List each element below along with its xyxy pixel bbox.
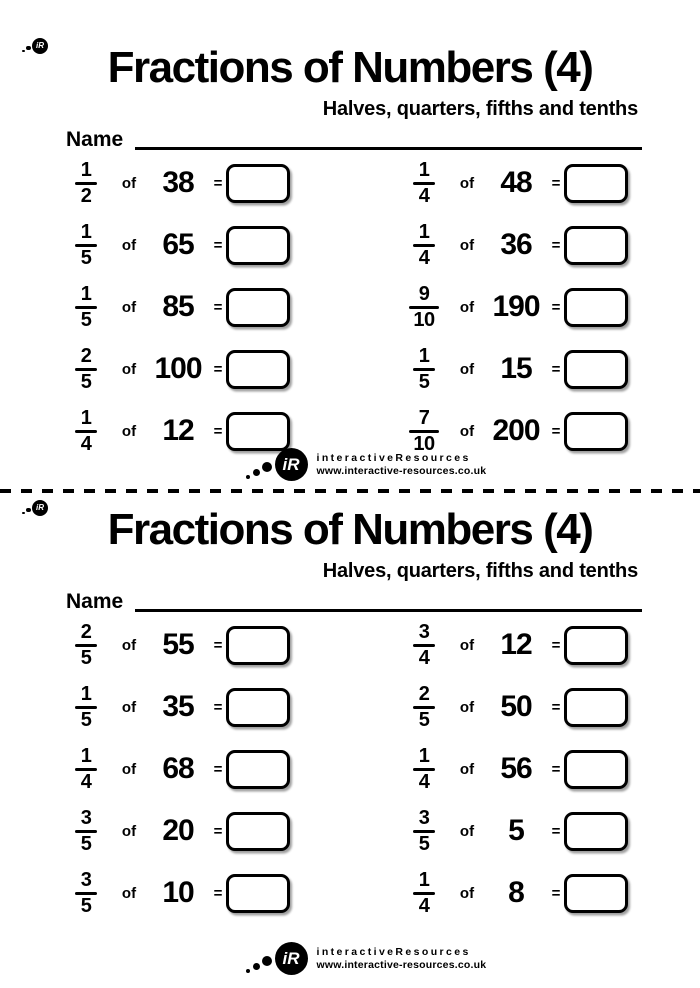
answer-box[interactable] [226, 750, 290, 789]
fraction [413, 870, 435, 917]
problems-grid [60, 152, 688, 462]
fraction-denominator: 5 [80, 246, 92, 269]
of-label: of [459, 360, 475, 378]
whole-number: 68 [162, 752, 194, 785]
fraction-slot [60, 870, 112, 917]
fraction-denominator: 2 [80, 184, 92, 207]
equals-sign: = [551, 698, 561, 716]
fraction-slot [60, 222, 112, 269]
fraction-denominator: 5 [80, 708, 92, 731]
whole-number: 38 [162, 166, 194, 199]
equals-sign: = [551, 236, 561, 254]
of-label: of [121, 422, 137, 440]
fraction-slot [398, 160, 450, 207]
whole-number: 65 [162, 228, 194, 261]
equals-sign: = [213, 822, 223, 840]
of-label: of [459, 698, 475, 716]
fraction-numerator: 1 [80, 406, 92, 429]
fraction-numerator: 7 [418, 406, 430, 429]
problem-row [60, 862, 350, 924]
fraction-slot [60, 346, 112, 393]
answer-box[interactable] [564, 874, 628, 913]
fraction [75, 684, 97, 731]
problem-row [398, 862, 688, 924]
brand-url: www.interactive-resources.co.uk [316, 958, 487, 971]
worksheet-section-bottom [0, 494, 700, 988]
fraction-denominator: 4 [80, 770, 92, 793]
of-label: of [121, 884, 137, 902]
equals-sign: = [551, 636, 561, 654]
fraction-numerator: 3 [418, 806, 430, 829]
fraction [75, 746, 97, 793]
brand-logo-text: iR [282, 455, 300, 474]
answer-box[interactable] [226, 164, 290, 203]
fraction-denominator: 10 [413, 432, 435, 455]
fraction-denominator: 5 [418, 708, 430, 731]
problem-row [398, 214, 688, 276]
fraction-slot [60, 284, 112, 331]
page-title: Fractions of Numbers (4) [107, 505, 593, 554]
fraction [75, 622, 97, 669]
whole-number: 100 [154, 352, 202, 385]
of-label: of [459, 760, 475, 778]
fraction-slot [398, 870, 450, 917]
problem-row [60, 676, 350, 738]
name-row [66, 586, 642, 612]
whole-number: 12 [162, 414, 194, 447]
page-subtitle: Halves, quarters, fifths and tenths [322, 560, 638, 582]
brand-logo-icon [246, 942, 308, 975]
brand-name: interactiveResources [316, 945, 471, 958]
brand-logo-dot [262, 462, 272, 472]
fraction-denominator: 4 [418, 894, 430, 917]
of-label: of [459, 236, 475, 254]
fraction-denominator: 10 [413, 308, 435, 331]
answer-box[interactable] [564, 688, 628, 727]
of-label: of [459, 174, 475, 192]
fraction-numerator: 2 [80, 620, 92, 643]
answer-box[interactable] [564, 750, 628, 789]
equals-sign: = [551, 360, 561, 378]
fraction-numerator: 1 [80, 282, 92, 305]
whole-number: 35 [162, 690, 194, 723]
of-label: of [121, 360, 137, 378]
brand-url: www.interactive-resources.co.uk [316, 464, 487, 477]
name-input-line[interactable] [135, 125, 642, 150]
brand-logo-circle [275, 448, 308, 481]
brand-footer [246, 448, 486, 481]
answer-box[interactable] [226, 412, 290, 451]
of-label: of [459, 822, 475, 840]
section-divider-dashed-line [0, 489, 700, 493]
of-label: of [459, 422, 475, 440]
whole-number: 85 [162, 290, 194, 323]
problem-row [60, 738, 350, 800]
brand-logo-dot [262, 956, 272, 966]
of-label: of [459, 636, 475, 654]
brand-bug-logo-text: iR [32, 500, 48, 516]
equals-sign: = [213, 236, 223, 254]
equals-sign: = [213, 298, 223, 316]
problem-row [60, 800, 350, 862]
fraction [75, 284, 97, 331]
fraction-slot [60, 408, 112, 455]
of-label: of [121, 698, 137, 716]
brand-logo-dot [246, 969, 250, 973]
fraction [75, 808, 97, 855]
answer-box[interactable] [564, 626, 628, 665]
equals-sign: = [551, 884, 561, 902]
fraction-slot [398, 808, 450, 855]
of-label: of [121, 636, 137, 654]
brand-logo-dot [246, 475, 250, 479]
fraction-numerator: 3 [418, 620, 430, 643]
brand-logo-dot [253, 469, 260, 476]
brand-text [317, 452, 487, 477]
fraction [75, 222, 97, 269]
equals-sign: = [213, 360, 223, 378]
fraction [413, 346, 435, 393]
fraction-denominator: 5 [80, 832, 92, 855]
brand-bug-logo-text: iR [32, 38, 48, 54]
answer-box[interactable] [564, 412, 628, 451]
problem-row [398, 338, 688, 400]
answer-box[interactable] [564, 288, 628, 327]
equals-sign: = [213, 174, 223, 192]
fraction-numerator: 1 [418, 868, 430, 891]
fraction-numerator: 2 [418, 682, 430, 705]
fraction-numerator: 1 [418, 744, 430, 767]
whole-number: 55 [162, 628, 194, 661]
brand-logo-icon [246, 448, 308, 481]
problems-grid [60, 614, 688, 924]
fraction-numerator: 1 [418, 158, 430, 181]
whole-number: 5 [508, 814, 524, 847]
equals-sign: = [551, 174, 561, 192]
problem-row [60, 614, 350, 676]
whole-number: 15 [500, 352, 532, 385]
brand-logo-dot [253, 963, 260, 970]
fraction [413, 746, 435, 793]
answer-box[interactable] [564, 350, 628, 389]
fraction [75, 870, 97, 917]
brand-logo-text: iR [282, 949, 300, 968]
whole-number: 20 [162, 814, 194, 847]
problem-row [398, 614, 688, 676]
answer-box[interactable] [226, 688, 290, 727]
problem-row [398, 276, 688, 338]
page-subtitle: Halves, quarters, fifths and tenths [322, 98, 638, 120]
problem-row [60, 276, 350, 338]
fraction-numerator: 3 [80, 806, 92, 829]
answer-box[interactable] [226, 874, 290, 913]
problem-row [398, 152, 688, 214]
answer-box[interactable] [564, 226, 628, 265]
fraction-slot [398, 346, 450, 393]
whole-number: 36 [500, 228, 532, 261]
name-label: Name [66, 590, 124, 613]
whole-number: 50 [500, 690, 532, 723]
equals-sign: = [551, 822, 561, 840]
name-row [66, 124, 642, 150]
whole-number: 10 [162, 876, 194, 909]
answer-box[interactable] [226, 626, 290, 665]
fraction-slot [60, 160, 112, 207]
fraction [75, 160, 97, 207]
fraction [413, 622, 435, 669]
fraction [413, 808, 435, 855]
fraction-denominator: 5 [80, 894, 92, 917]
fraction-slot [398, 284, 450, 331]
of-label: of [121, 298, 137, 316]
equals-sign: = [551, 422, 561, 440]
name-input-line[interactable] [135, 587, 642, 612]
of-label: of [459, 884, 475, 902]
answer-box[interactable] [226, 812, 290, 851]
fraction-slot [398, 746, 450, 793]
whole-number: 12 [500, 628, 532, 661]
brand-logo-circle [275, 942, 308, 975]
fraction-denominator: 4 [80, 432, 92, 455]
fraction-numerator: 1 [80, 220, 92, 243]
fraction-numerator: 1 [80, 682, 92, 705]
fraction-denominator: 5 [80, 370, 92, 393]
of-label: of [459, 298, 475, 316]
whole-number: 190 [492, 290, 540, 323]
fraction [75, 408, 97, 455]
equals-sign: = [213, 422, 223, 440]
fraction-slot [398, 684, 450, 731]
fraction [409, 284, 438, 331]
fraction-slot [398, 622, 450, 669]
fraction-numerator: 1 [418, 344, 430, 367]
problem-row [60, 214, 350, 276]
answer-box[interactable] [226, 350, 290, 389]
fraction [75, 346, 97, 393]
equals-sign: = [213, 698, 223, 716]
of-label: of [121, 822, 137, 840]
fraction [413, 684, 435, 731]
fraction-denominator: 4 [418, 184, 430, 207]
answer-box[interactable] [226, 288, 290, 327]
of-label: of [121, 236, 137, 254]
problem-row [398, 800, 688, 862]
fraction-slot [60, 808, 112, 855]
answer-box[interactable] [226, 226, 290, 265]
fraction-denominator: 5 [418, 370, 430, 393]
brand-footer [246, 942, 486, 975]
fraction-numerator: 1 [418, 220, 430, 243]
fraction-slot [60, 622, 112, 669]
fraction-slot [60, 746, 112, 793]
fraction-numerator: 9 [418, 282, 430, 305]
fraction-denominator: 4 [418, 246, 430, 269]
whole-number: 8 [508, 876, 524, 909]
equals-sign: = [213, 636, 223, 654]
brand-name: interactiveResources [316, 451, 471, 464]
equals-sign: = [551, 298, 561, 316]
problem-row [60, 152, 350, 214]
of-label: of [121, 760, 137, 778]
fraction [413, 222, 435, 269]
fraction-denominator: 4 [418, 646, 430, 669]
whole-number: 56 [500, 752, 532, 785]
fraction-slot [60, 684, 112, 731]
whole-number: 48 [500, 166, 532, 199]
fraction-numerator: 1 [80, 744, 92, 767]
name-label: Name [66, 128, 124, 151]
fraction-denominator: 4 [418, 770, 430, 793]
equals-sign: = [213, 884, 223, 902]
fraction-slot [398, 222, 450, 269]
problem-row [60, 338, 350, 400]
answer-box[interactable] [564, 812, 628, 851]
brand-text [317, 946, 487, 971]
answer-box[interactable] [564, 164, 628, 203]
equals-sign: = [213, 760, 223, 778]
of-label: of [121, 174, 137, 192]
problem-row [398, 676, 688, 738]
page-title: Fractions of Numbers (4) [107, 43, 593, 92]
fraction-denominator: 5 [80, 646, 92, 669]
fraction-denominator: 5 [80, 308, 92, 331]
fraction-numerator: 1 [80, 158, 92, 181]
whole-number: 200 [492, 414, 540, 447]
fraction [413, 160, 435, 207]
fraction-numerator: 3 [80, 868, 92, 891]
problem-row [398, 738, 688, 800]
fraction-denominator: 5 [418, 832, 430, 855]
fraction-numerator: 2 [80, 344, 92, 367]
equals-sign: = [551, 760, 561, 778]
